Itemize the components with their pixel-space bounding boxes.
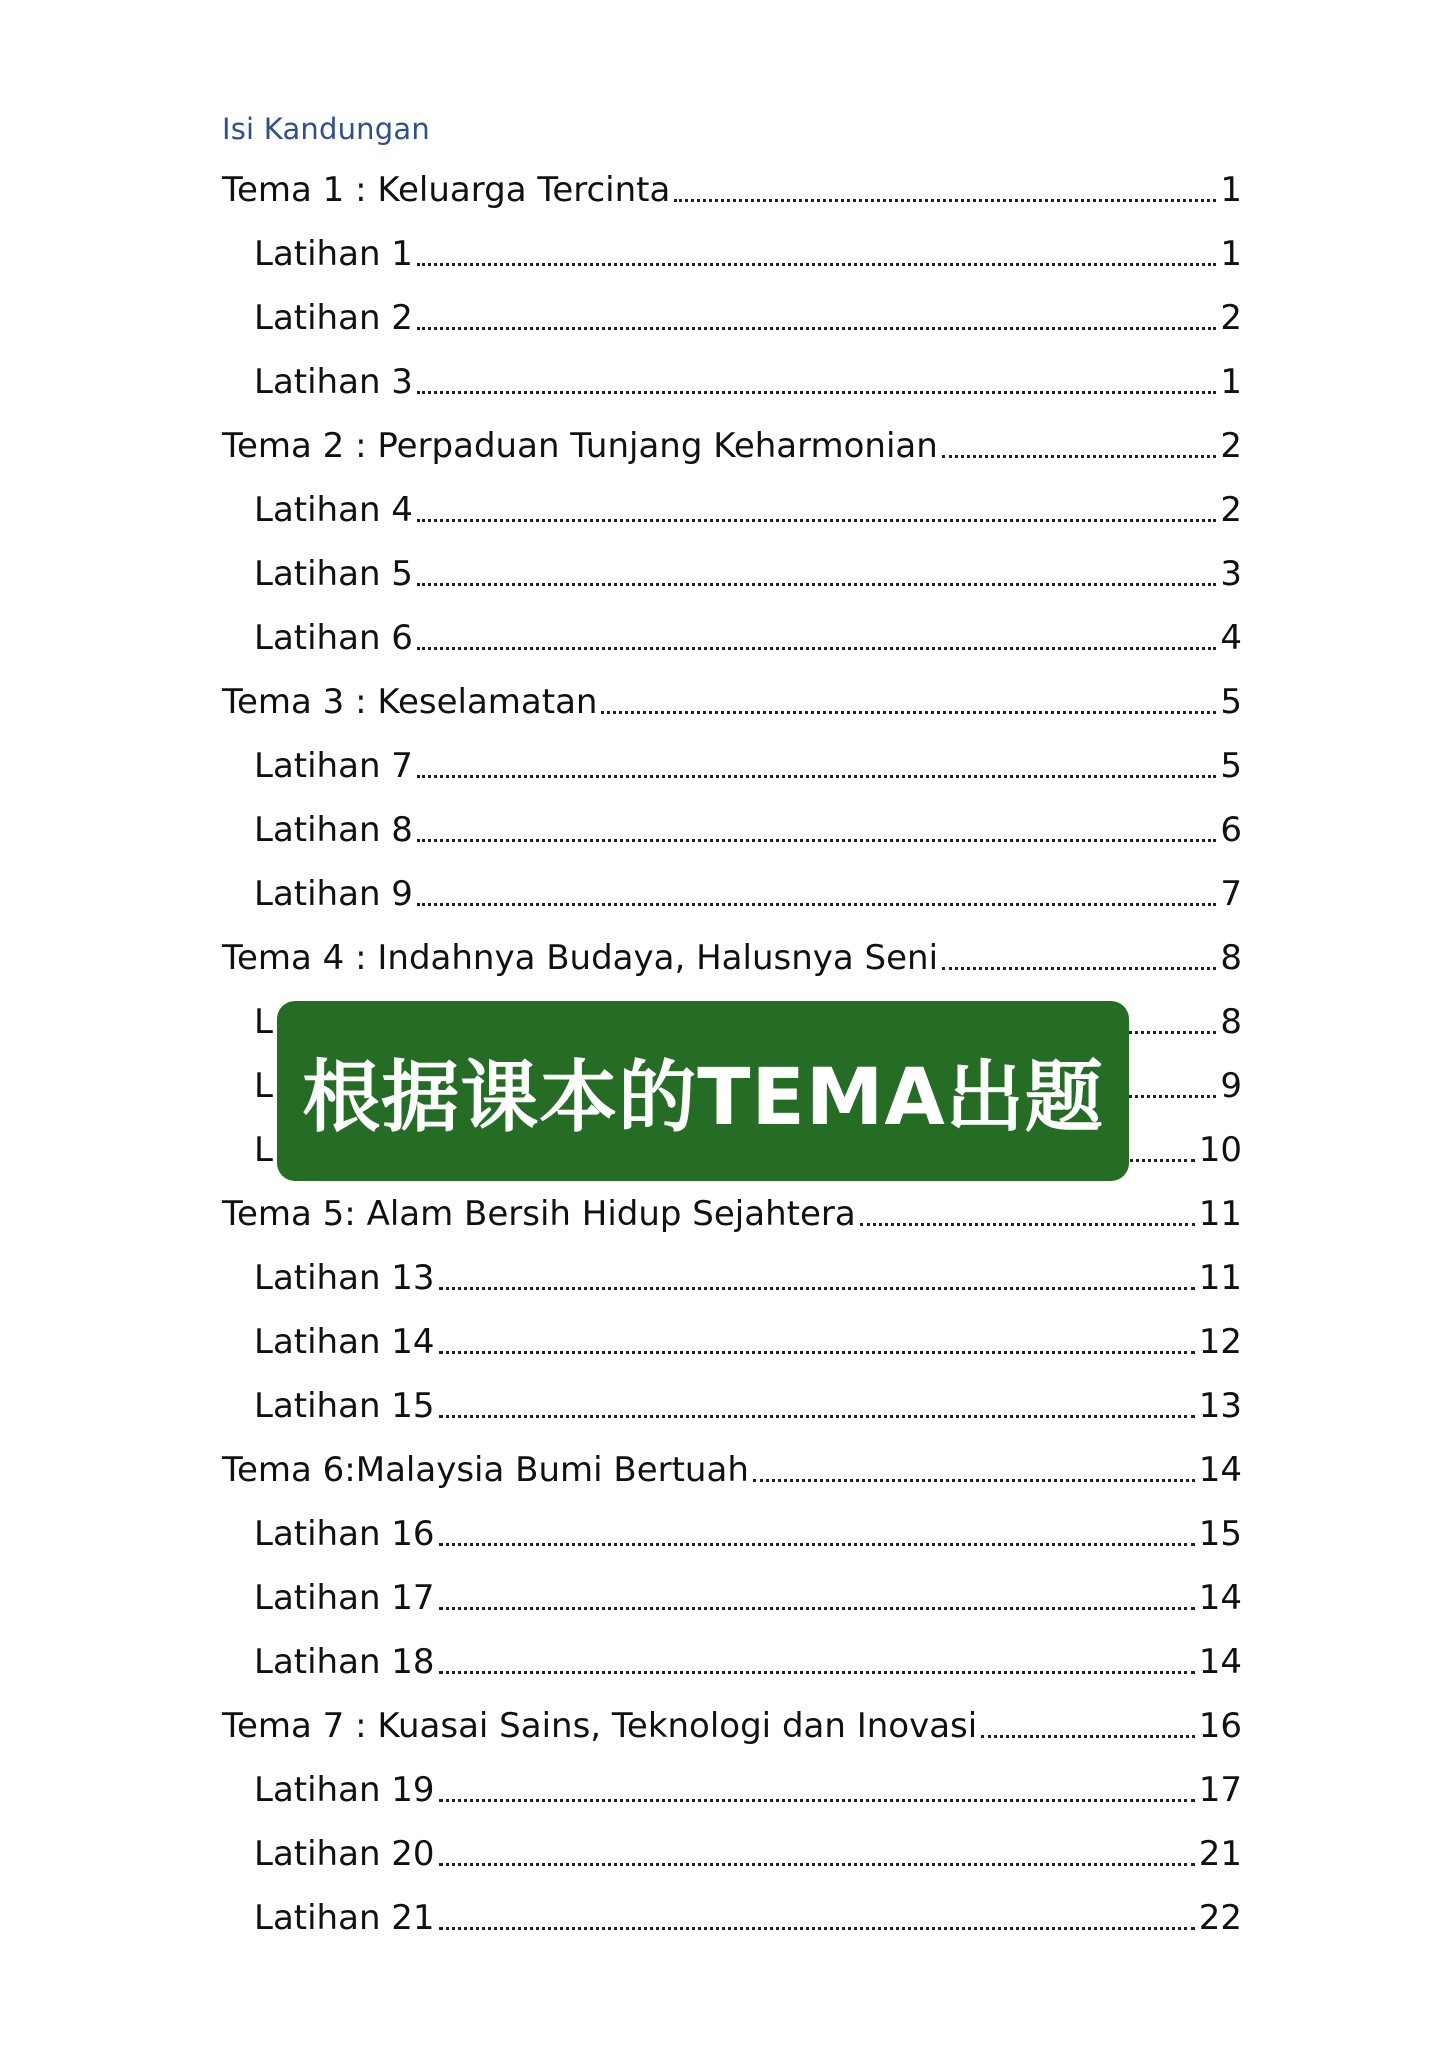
toc-entry-label: Latihan 14 <box>254 1322 435 1362</box>
toc-dot-leader <box>417 391 1216 394</box>
toc-page-number: 9 <box>1220 1066 1242 1106</box>
toc-subentry[interactable] <box>222 1559 1242 1623</box>
overlay-banner <box>277 1001 1129 1181</box>
toc-page-number: 4 <box>1220 618 1242 658</box>
toc-page-number: 8 <box>1220 1002 1242 1042</box>
toc-entry-label: Tema 1 : Keluarga Tercinta <box>222 170 671 210</box>
toc-dot-leader <box>417 647 1216 650</box>
toc-dot-leader <box>439 1863 1195 1866</box>
toc-entry-label: L <box>254 1130 273 1170</box>
toc-entry-label: Latihan 5 <box>254 554 413 594</box>
toc-page-number: 5 <box>1220 746 1242 786</box>
toc-subentry[interactable] <box>222 1623 1242 1687</box>
toc-entry-label: Latihan 16 <box>254 1514 435 1554</box>
toc-dot-leader <box>674 199 1216 202</box>
toc-entry-label: Tema 5: Alam Bersih Hidup Sejahtera <box>222 1194 856 1234</box>
toc-page-number: 1 <box>1220 234 1242 274</box>
toc-page-number: 15 <box>1198 1514 1242 1554</box>
toc-page-number: 14 <box>1198 1450 1242 1490</box>
toc-entry[interactable] <box>222 407 1242 471</box>
toc-dot-leader <box>417 775 1216 778</box>
toc-subentry[interactable] <box>222 535 1242 599</box>
toc-dot-leader <box>860 1223 1195 1226</box>
toc-page-number: 14 <box>1198 1642 1242 1682</box>
toc-subentry[interactable] <box>222 215 1242 279</box>
toc-dot-leader <box>439 1799 1195 1802</box>
toc-page-number: 5 <box>1220 682 1242 722</box>
toc-dot-leader <box>942 967 1216 970</box>
toc-page-number: 11 <box>1198 1258 1242 1298</box>
toc-subentry[interactable] <box>222 1495 1242 1559</box>
toc-page-number: 3 <box>1220 554 1242 594</box>
toc-page-number: 16 <box>1198 1706 1242 1746</box>
toc-entry-label: Latihan 7 <box>254 746 413 786</box>
toc-subentry[interactable] <box>222 343 1242 407</box>
toc-dot-leader <box>417 263 1216 266</box>
toc-entry-label: Latihan 6 <box>254 618 413 658</box>
toc-page-number: 1 <box>1220 170 1242 210</box>
toc-dot-leader <box>417 327 1216 330</box>
toc-dot-leader <box>753 1479 1195 1482</box>
toc-dot-leader <box>601 711 1216 714</box>
toc-dot-leader <box>439 1543 1195 1546</box>
toc-page-number: 14 <box>1198 1578 1242 1618</box>
toc-subentry[interactable] <box>222 855 1242 919</box>
toc-subentry[interactable] <box>222 1751 1242 1815</box>
toc-dot-leader <box>942 455 1217 458</box>
toc-entry[interactable] <box>222 1687 1242 1751</box>
toc-entry-label: Latihan 13 <box>254 1258 435 1298</box>
toc-page-number: 13 <box>1198 1386 1242 1426</box>
toc-entry-label: Tema 6:Malaysia Bumi Bertuah <box>222 1450 749 1490</box>
toc-subentry[interactable] <box>222 471 1242 535</box>
toc-dot-leader <box>417 519 1216 522</box>
toc-entry-label: Latihan 3 <box>254 362 413 402</box>
toc-dot-leader <box>439 1607 1195 1610</box>
toc-entry-label: Tema 2 : Perpaduan Tunjang Keharmonian <box>222 426 938 466</box>
toc-entry-label: Latihan 15 <box>254 1386 435 1426</box>
toc-page-number: 10 <box>1198 1130 1242 1170</box>
toc-dot-leader <box>439 1671 1195 1674</box>
toc-entry[interactable] <box>222 151 1242 215</box>
toc-dot-leader <box>981 1735 1195 1738</box>
toc-page-number: 7 <box>1220 874 1242 914</box>
toc-entry[interactable] <box>222 919 1242 983</box>
toc-page-number: 22 <box>1198 1898 1242 1938</box>
toc-dot-leader <box>417 903 1216 906</box>
toc-dot-leader <box>439 1927 1195 1930</box>
toc-subentry[interactable] <box>222 1367 1242 1431</box>
toc-page-number: 2 <box>1220 490 1242 530</box>
toc-page-number: 11 <box>1198 1194 1242 1234</box>
toc-heading: Isi Kandungan <box>222 112 430 146</box>
toc-page-number: 1 <box>1220 362 1242 402</box>
toc-page-number: 2 <box>1220 298 1242 338</box>
toc-entry-label: Tema 4 : Indahnya Budaya, Halusnya Seni <box>222 938 939 978</box>
toc-subentry[interactable] <box>222 1239 1242 1303</box>
toc-subentry[interactable] <box>222 279 1242 343</box>
toc-subentry[interactable] <box>222 1815 1242 1879</box>
toc-subentry[interactable] <box>222 791 1242 855</box>
toc-entry-label: Latihan 2 <box>254 298 413 338</box>
toc-entry[interactable] <box>222 1431 1242 1495</box>
toc-page-number: 12 <box>1198 1322 1242 1362</box>
toc-entry-label: Latihan 21 <box>254 1898 435 1938</box>
toc-page-number: 2 <box>1220 426 1242 466</box>
toc-entry-label: Latihan 4 <box>254 490 413 530</box>
toc-page-number: 6 <box>1220 810 1242 850</box>
toc-page-number: 17 <box>1198 1770 1242 1810</box>
toc-entry[interactable] <box>222 1175 1242 1239</box>
toc-dot-leader <box>439 1287 1195 1290</box>
toc-subentry[interactable] <box>222 1303 1242 1367</box>
toc-subentry[interactable] <box>222 1879 1242 1943</box>
banner-text: 根据课本的TEMA出题 <box>302 1053 1104 1143</box>
toc-entry-label: L <box>254 1066 273 1106</box>
toc-entry-label: Tema 3 : Keselamatan <box>222 682 598 722</box>
toc-entry-label: Tema 7 : Kuasai Sains, Teknologi dan Inovasi <box>222 1706 978 1746</box>
toc-dot-leader <box>417 583 1216 586</box>
toc-entry-label: Latihan 19 <box>254 1770 435 1810</box>
toc-entry-label: L <box>254 1002 273 1042</box>
toc-entry-label: Latihan 1 <box>254 234 413 274</box>
toc-entry-label: Latihan 8 <box>254 810 413 850</box>
toc-entry-label: Latihan 9 <box>254 874 413 914</box>
toc-page-number: 21 <box>1198 1834 1242 1874</box>
toc-entry[interactable] <box>222 663 1242 727</box>
toc-dot-leader <box>417 839 1216 842</box>
toc-dot-leader <box>439 1415 1195 1418</box>
toc-page-number: 8 <box>1220 938 1242 978</box>
toc-entry-label: Latihan 17 <box>254 1578 435 1618</box>
toc-entry-label: Latihan 20 <box>254 1834 435 1874</box>
toc-dot-leader <box>439 1351 1195 1354</box>
toc-subentry[interactable] <box>222 727 1242 791</box>
toc-subentry[interactable] <box>222 599 1242 663</box>
toc-entry-label: Latihan 18 <box>254 1642 435 1682</box>
